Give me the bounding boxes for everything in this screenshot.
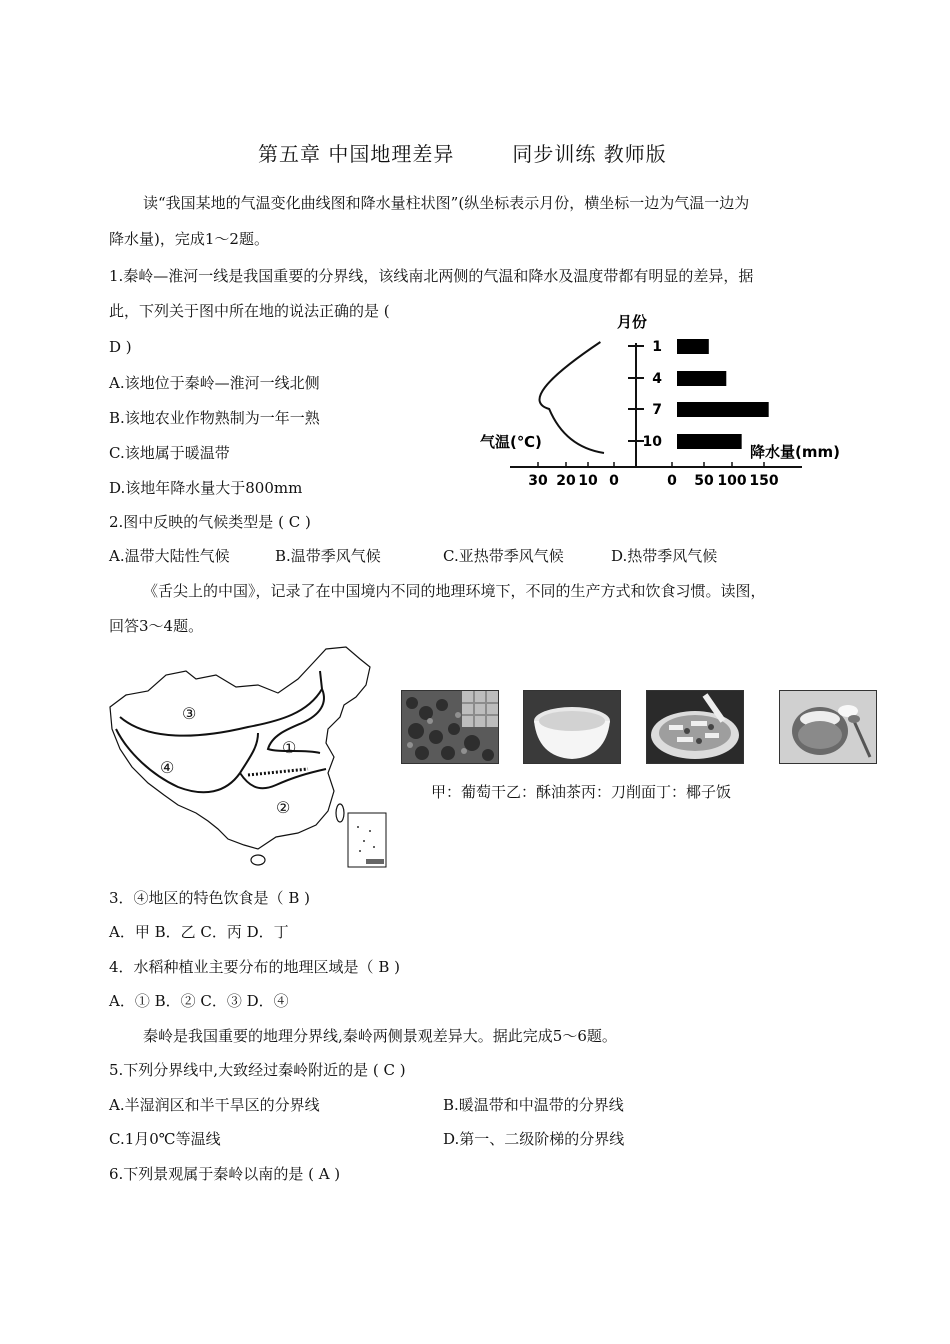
photo-butter-tea	[523, 690, 621, 764]
photo-knife-noodles	[646, 690, 744, 764]
q2-option-a: A.温带大陆性气候	[109, 547, 230, 565]
q1-option-b: B.该地农业作物熟制为一年一熟	[109, 409, 320, 427]
temp-tick-label: 20	[556, 473, 576, 489]
food-caption: 甲：葡萄干乙：酥油茶丙：刀削面丁：椰子饭	[431, 783, 732, 801]
q4-options: A．① B．② C．③ D．④	[109, 992, 289, 1010]
region-label-3: ③	[182, 704, 197, 723]
chart-month-axis-title: 月份	[616, 313, 648, 331]
chart-month-label: 4	[652, 371, 662, 387]
q2-option-c: C.亚热带季风气候	[443, 547, 564, 565]
climate-chart	[470, 305, 850, 495]
precip-tick-label: 100	[717, 473, 747, 489]
china-outline	[110, 647, 370, 849]
precip-bar-month-7	[677, 402, 769, 417]
intro1-line2: 降水量)，完成1～2题。	[109, 230, 269, 248]
page-title	[258, 138, 667, 167]
boundary-tibet	[116, 729, 258, 792]
q1-stem-line2: 此，下列关于图中所在地的说法正确的是 (	[109, 302, 390, 320]
q2-stem: 2.图中反映的气候类型是 ( C )	[109, 513, 311, 531]
intro2-line2: 回答3～4题。	[109, 617, 204, 635]
region-label-1: ①	[282, 738, 297, 757]
precip-bar-month-1	[677, 339, 709, 354]
photo-raisins	[401, 690, 499, 764]
chart-month-label: 10	[642, 434, 662, 450]
boundary-northwest	[120, 671, 322, 736]
q1-stem-line1: 1.秦岭—淮河一线是我国重要的分界线，该线南北两侧的气温和降水及温度带都有明显的差异，据	[109, 267, 754, 285]
q5-option-c: C.1月0℃等温线	[109, 1130, 221, 1148]
q5-stem: 5.下列分界线中,大致经过秦岭附近的是 ( C )	[109, 1061, 406, 1079]
q2-option-b: B.温带季风气候	[275, 547, 381, 565]
title-sub: 同步训练 教师版	[512, 142, 667, 166]
q5-option-b: B.暖温带和中温带的分界线	[443, 1096, 624, 1114]
temp-tick-label: 10	[578, 473, 598, 489]
q1-option-c: C.该地属于暖温带	[109, 444, 230, 462]
chart-month-label: 7	[652, 402, 662, 418]
q1-answer: D )	[109, 338, 132, 356]
temp-tick-label: 30	[528, 473, 548, 489]
temperature-curve	[540, 342, 604, 453]
intro3: 秦岭是我国重要的地理分界线,秦岭两侧景观差异大。据此完成5～6题。	[143, 1027, 617, 1045]
intro2-line1: 《舌尖上的中国》，记录了在中国境内不同的地理环境下，不同的生产方式和饮食习惯。读图，	[143, 582, 766, 600]
q6-stem: 6.下列景观属于秦岭以南的是 ( A )	[109, 1165, 341, 1183]
region-label-2: ②	[276, 798, 291, 817]
q4-stem: 4．水稻种植业主要分布的地理区域是（ B )	[109, 958, 400, 976]
chart-month-label: 1	[652, 339, 662, 355]
q3-stem: 3．④地区的特色饮食是（ B )	[109, 889, 310, 907]
q5-option-a: A.半湿润区和半干旱区的分界线	[109, 1096, 320, 1114]
title-main: 第五章 中国地理差异	[258, 142, 455, 166]
hainan-island	[251, 855, 265, 865]
precip-bar-month-4	[677, 371, 726, 386]
china-region-map	[108, 645, 393, 870]
photo-coconut-rice	[779, 690, 877, 764]
q3-options: A．甲 B．乙 C．丙 D．丁	[109, 923, 289, 941]
q5-option-d: D.第一、二级阶梯的分界线	[443, 1130, 625, 1148]
temp-tick-label: 0	[609, 473, 619, 489]
precip-tick-label: 50	[694, 473, 714, 489]
south-sea-inset	[348, 813, 386, 867]
precip-tick-label: 150	[749, 473, 779, 489]
precip-bar-month-10	[677, 434, 742, 449]
q1-option-a: A.该地位于秦岭—淮河一线北侧	[109, 374, 320, 392]
taiwan-island	[336, 804, 344, 822]
q2-option-d: D.热带季风气候	[611, 547, 718, 565]
region-label-4: ④	[160, 758, 175, 777]
boundary-north-south	[240, 769, 326, 788]
precip-tick-label: 0	[667, 473, 677, 489]
q1-option-d: D.该地年降水量大于800mm	[109, 479, 303, 497]
qinling-huaihe-line	[248, 769, 308, 775]
intro1-line1: 读“我国某地的气温变化曲线图和降水量柱状图”(纵坐标表示月份，横坐标一边为气温一边为	[143, 194, 750, 212]
chart-precip-axis-title: 降水量(mm)	[750, 443, 840, 461]
chart-temp-axis-title: 气温(℃)	[480, 433, 542, 451]
